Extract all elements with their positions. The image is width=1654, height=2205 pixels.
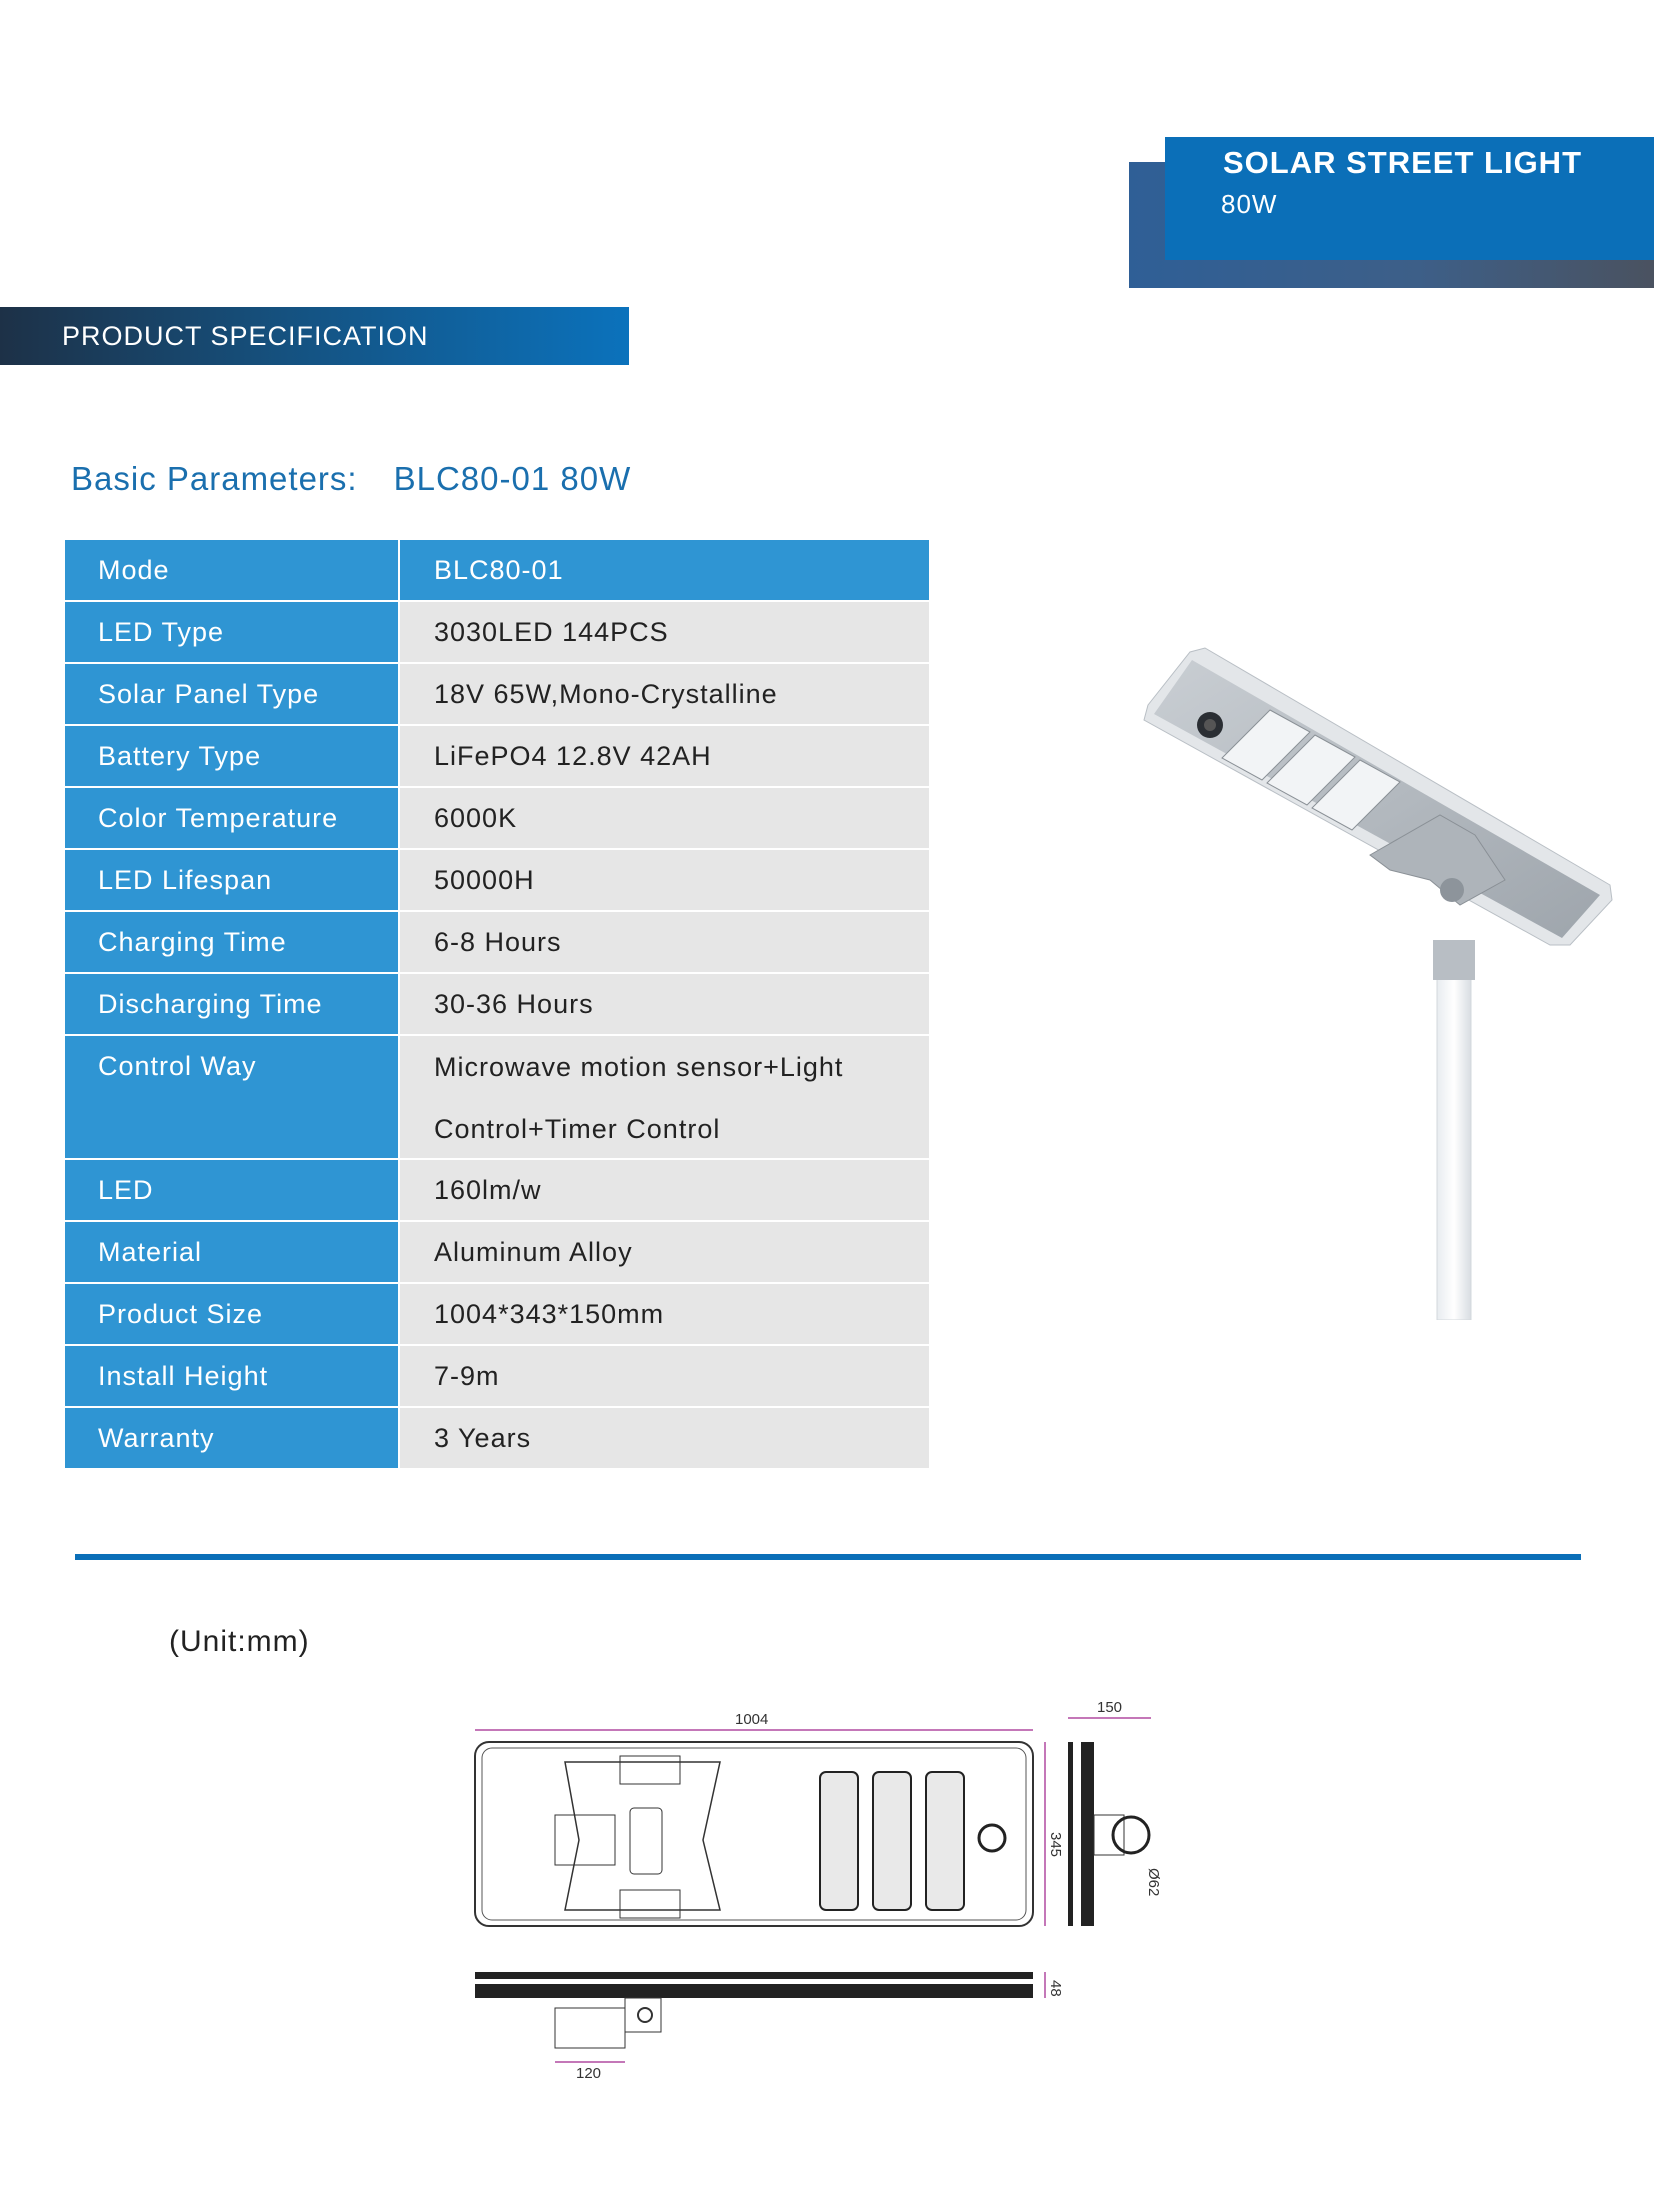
technical-drawing — [455, 1690, 1215, 2090]
spec-value: Aluminum Alloy — [400, 1222, 929, 1282]
spec-key: Material — [65, 1222, 400, 1282]
spec-key: Discharging Time — [65, 974, 400, 1034]
table-row — [65, 1346, 929, 1408]
spec-key: LED Type — [65, 602, 400, 662]
table-row — [65, 1284, 929, 1346]
spec-value: 3030LED 144PCS — [400, 602, 929, 662]
spec-key: Install Height — [65, 1346, 400, 1406]
spec-value: 3 Years — [400, 1408, 929, 1468]
section-bar — [0, 307, 629, 365]
spec-key: Charging Time — [65, 912, 400, 972]
spec-key: Control Way — [65, 1036, 400, 1158]
spec-value-line: Microwave motion sensor+Light — [434, 1052, 844, 1082]
spec-key: LED Lifespan — [65, 850, 400, 910]
spec-value: LiFePO4 12.8V 42AH — [400, 726, 929, 786]
table-row — [65, 974, 929, 1036]
spec-value: 50000H — [400, 850, 929, 910]
table-row — [65, 788, 929, 850]
table-row — [65, 1222, 929, 1284]
product-wattage: 80W — [1221, 189, 1278, 219]
table-row — [65, 540, 929, 602]
spec-key: Product Size — [65, 1284, 400, 1344]
dim-length: 1004 — [735, 1711, 769, 1728]
spec-value — [400, 1036, 929, 1158]
spec-key: LED — [65, 1160, 400, 1220]
basic-parameters-heading — [71, 460, 631, 498]
spec-value: 6000K — [400, 788, 929, 848]
dim-width: 345 — [1047, 1832, 1064, 1858]
basic-parameters-label: Basic Parameters: — [71, 460, 358, 497]
spec-value: 30-36 Hours — [400, 974, 929, 1034]
dim-depth: 150 — [1097, 1699, 1123, 1716]
table-row — [65, 602, 929, 664]
table-row — [65, 1408, 929, 1470]
spec-key: Battery Type — [65, 726, 400, 786]
table-row — [65, 664, 929, 726]
spec-value: BLC80-01 — [400, 540, 929, 600]
street-light-image — [1130, 640, 1620, 1320]
spec-value: 6-8 Hours — [400, 912, 929, 972]
dim-thickness: 48 — [1047, 1980, 1064, 1997]
section-divider — [75, 1554, 1581, 1560]
spec-key: Mode — [65, 540, 400, 600]
spec-table — [65, 540, 929, 1470]
dim-pole: Ø62 — [1145, 1868, 1162, 1897]
basic-parameters-model: BLC80-01 80W — [393, 460, 632, 497]
section-title: PRODUCT SPECIFICATION — [62, 321, 429, 351]
table-row — [65, 1160, 929, 1222]
spec-key: Warranty — [65, 1408, 400, 1468]
dim-bracket: 120 — [576, 2065, 602, 2082]
table-row — [65, 1036, 929, 1160]
spec-value: 18V 65W,Mono-Crystalline — [400, 664, 929, 724]
spec-value: 7-9m — [400, 1346, 929, 1406]
table-row — [65, 850, 929, 912]
spec-value: 160lm/w — [400, 1160, 929, 1220]
header-badge — [1165, 137, 1654, 260]
product-title: SOLAR STREET LIGHT — [1223, 145, 1582, 180]
spec-key: Solar Panel Type — [65, 664, 400, 724]
spec-value-line: Control+Timer Control — [434, 1114, 721, 1144]
spec-key: Color Temperature — [65, 788, 400, 848]
table-row — [65, 912, 929, 974]
table-row — [65, 726, 929, 788]
spec-value: 1004*343*150mm — [400, 1284, 929, 1344]
unit-label: (Unit:mm) — [169, 1625, 310, 1658]
